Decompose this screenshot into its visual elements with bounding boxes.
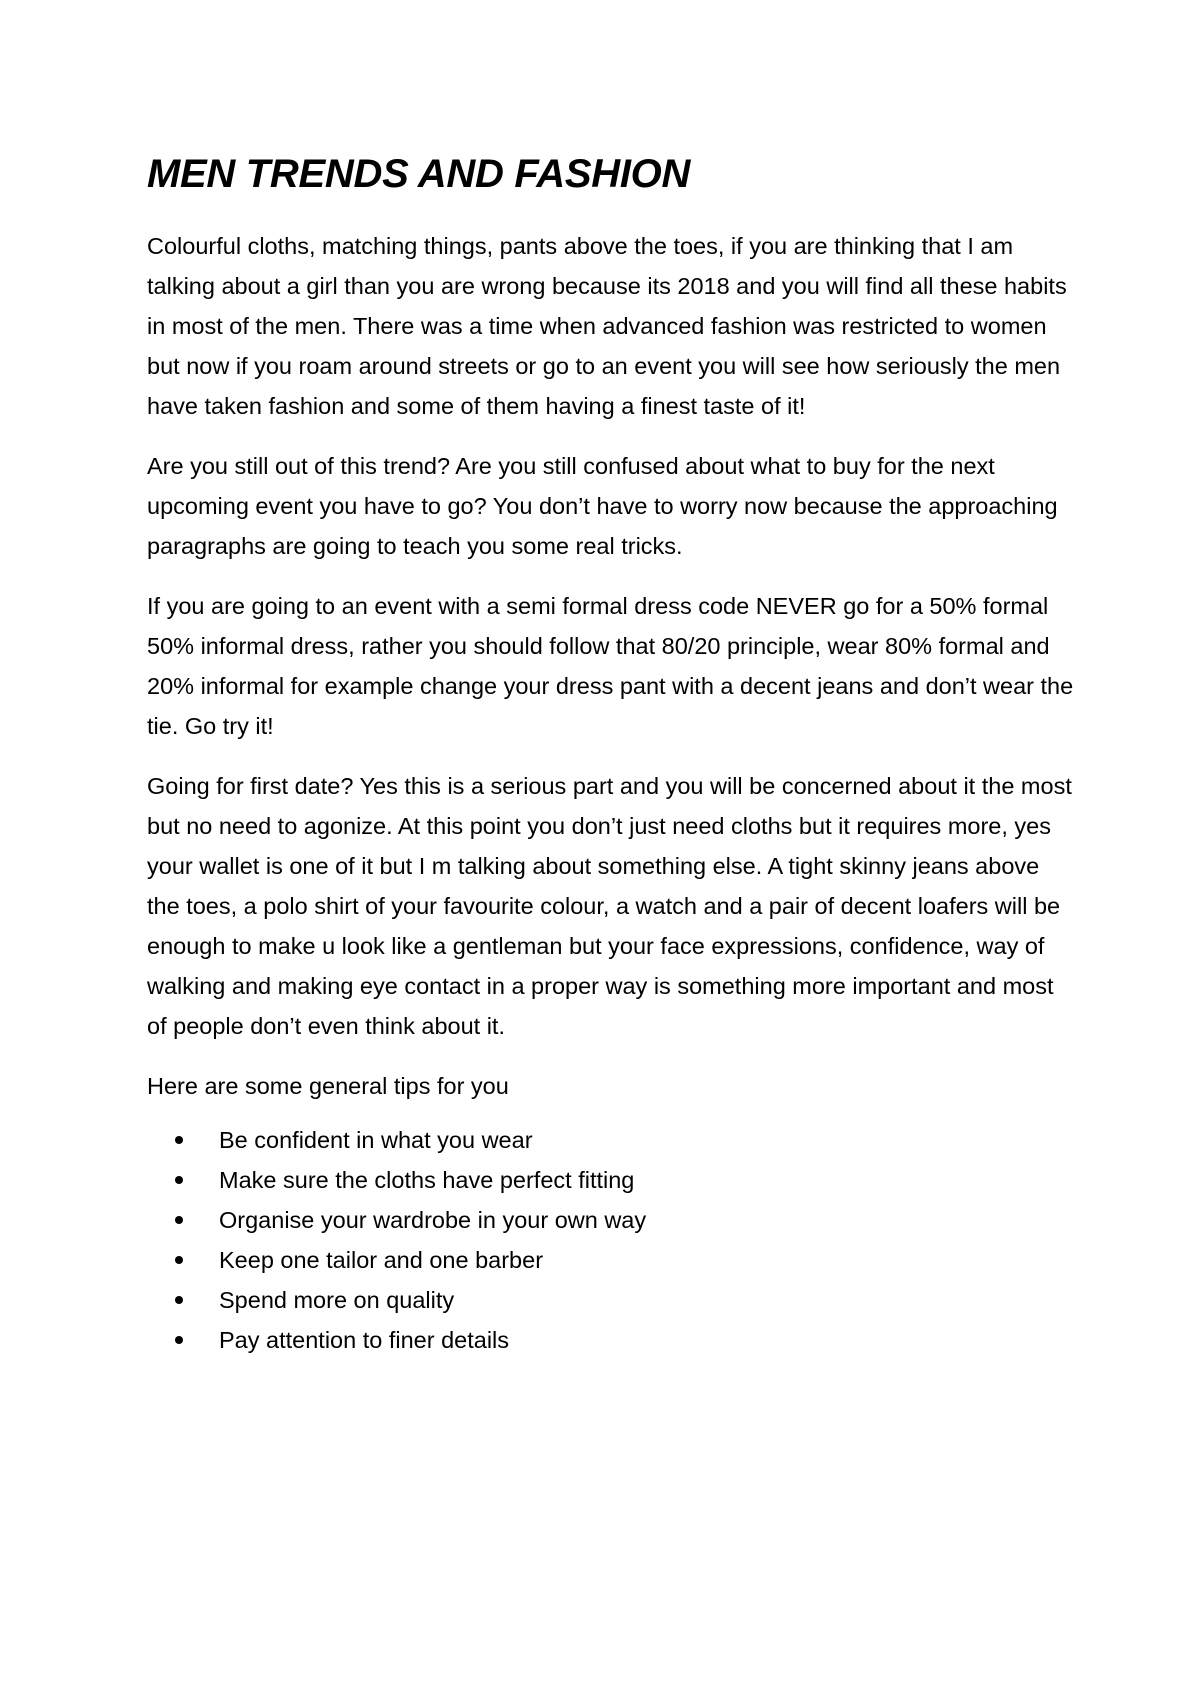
bullet-icon [175,1296,183,1304]
tip-text: Organise your wardrobe in your own way [219,1207,647,1233]
tip-text: Spend more on quality [219,1287,455,1313]
tip-item [175,1120,1077,1160]
tip-item [175,1280,1077,1320]
tip-item [175,1200,1077,1240]
tips-list [147,1120,1077,1360]
tip-text: Make sure the cloths have perfect fitting [219,1167,635,1193]
tip-item [175,1160,1077,1200]
document-page [147,150,1077,1360]
bullet-icon [175,1336,183,1344]
tip-item [175,1320,1077,1360]
bullet-icon [175,1136,183,1144]
bullet-icon [175,1216,183,1224]
bullet-icon [175,1256,183,1264]
bullet-icon [175,1176,183,1184]
tip-text: Pay attention to finer details [219,1327,510,1353]
tip-text: Be confident in what you wear [219,1127,533,1153]
document-title: MEN TRENDS AND FASHION [147,152,691,196]
tips-intro: Here are some general tips for you [147,1073,509,1099]
paragraph-1: Colourful cloths, matching things, pants above the toes, if you are thinking that I am talking about a girl than you are wrong because its 2018 and you will find all these habits in most of the men. There was a time when advanced fashion was restricted to women but now if you roam around streets or go to an event you will see how seriously the men have taken fashion and some of them having a finest taste of it! [147,233,1067,419]
paragraph-3: If you are going to an event with a semi formal dress code NEVER go for a 50% formal 50% informal dress, rather you should follow that 80/20 principle, wear 80% formal and 20% informal for example change your dress pant with a decent jeans and don’t wear the tie. Go try it! [147,593,1074,739]
tip-text: Keep one tailor and one barber [219,1247,544,1273]
paragraph-2: Are you still out of this trend? Are you still confused about what to buy for the next upcoming event you have to go? You don’t have to worry now because the approaching paragraphs are going to teach you some real tricks. [147,453,1058,559]
tip-item [175,1240,1077,1280]
paragraph-4: Going for first date? Yes this is a serious part and you will be concerned about it the most but no need to agonize. At this point you don’t just need cloths but it requires more, yes your wallet is one of it but I m talking about something else. A tight skinny jeans above the toes, a polo shirt of your favourite colour, a watch and a pair of decent loafers will be enough to make u look like a gentleman but your face expressions, confidence, way of walking and making eye contact in a proper way is something more important and most of people don’t even think about it. [147,773,1072,1039]
